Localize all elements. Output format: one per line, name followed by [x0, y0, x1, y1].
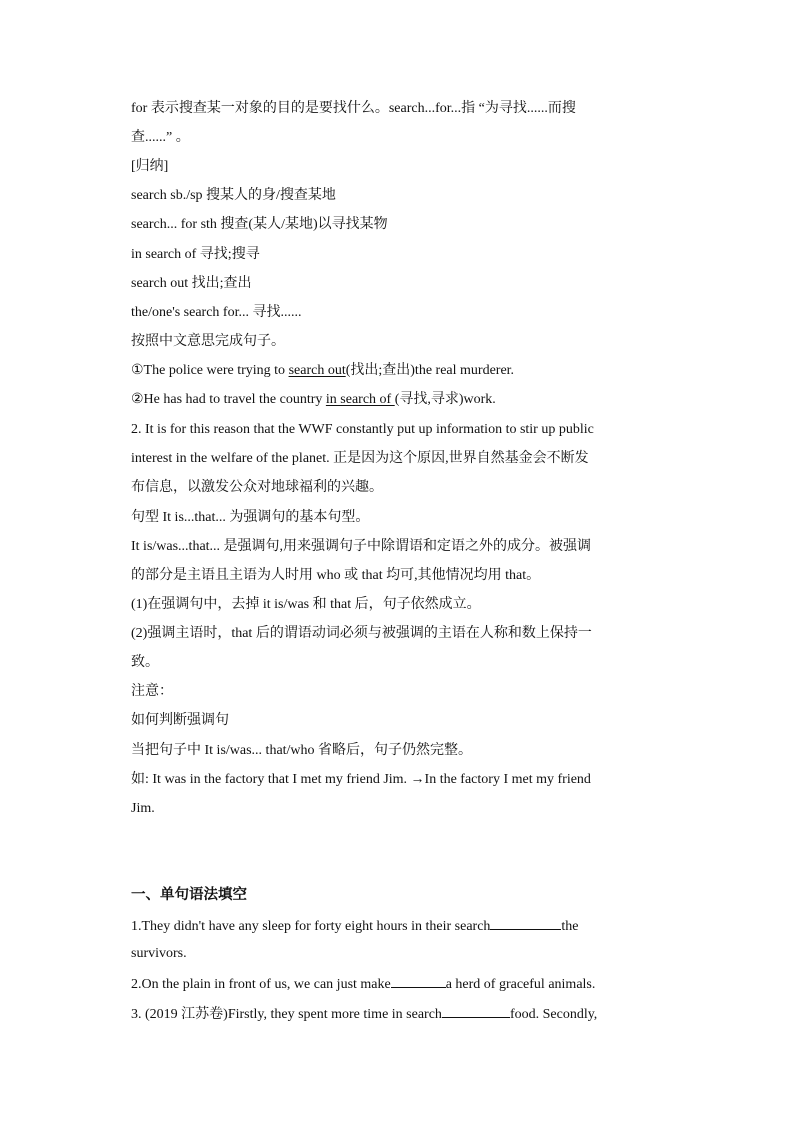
- sentence-text: (寻找,寻求)work.: [394, 392, 496, 407]
- answer-blank[interactable]: [391, 973, 446, 988]
- text-line: 致。: [131, 655, 159, 670]
- text-line: 2. It is for this reason that the WWF constantly put up information to stir up public: [131, 422, 594, 437]
- sentence-text: (找出;查出)the real murderer.: [345, 363, 515, 378]
- answer-blank[interactable]: [490, 915, 561, 930]
- text-line: search sb./sp 搜某人的身/搜查某地: [131, 188, 336, 203]
- text-line: 查......” 。: [131, 130, 190, 145]
- text-line: the/one's search for... 寻找......: [131, 305, 302, 320]
- text-line: Jim.: [131, 801, 155, 816]
- answer-text: search out: [288, 363, 346, 378]
- text-line: 如何判断强调句: [131, 713, 229, 728]
- text-line: search... for sth 搜查(某人/某地)以寻找某物: [131, 217, 388, 232]
- text-line: 布信息，以激发公众对地球福利的兴趣。: [131, 480, 383, 495]
- question-1: [131, 915, 579, 937]
- question-text: a herd of graceful animals.: [445, 977, 596, 992]
- section-label: [归纳]: [131, 159, 169, 174]
- question-text: 3. (2019 江苏卷)Firstly, they spent more time in search: [131, 1007, 442, 1022]
- text-line: 句型 It is...that... 为强调句的基本句型。: [131, 510, 370, 525]
- text-line: in search of 寻找;搜寻: [131, 247, 260, 262]
- text-line: (1)在强调句中，去掉 it is/was 和 that 后，句子依然成立。: [131, 597, 481, 612]
- sentence-text: ①The police were trying to: [131, 363, 289, 378]
- answer-blank[interactable]: [442, 1003, 510, 1018]
- answer-text: in search of: [325, 392, 395, 407]
- note-label: 注意：: [131, 684, 173, 699]
- example-sentence-1: [131, 361, 514, 381]
- text-line: (2)强调主语时，that 后的谓语动词必须与被强调的主语在人称和数上保持一: [131, 626, 592, 641]
- exercise-heading: 一、单句语法填空: [131, 887, 247, 903]
- sentence-text: ②He has had to travel the country: [131, 392, 326, 407]
- instruction-text: 按照中文意思完成句子。: [131, 334, 285, 349]
- text-line: 的部分是主语且主语为人时用 who 或 that 均可,其他情况均用 that。: [131, 568, 541, 583]
- question-text: 1.They didn't have any sleep for forty eight hours in their search: [131, 919, 491, 934]
- question-text: 2.On the plain in front of us, we can just make: [131, 977, 391, 992]
- question-1-cont: survivors.: [131, 946, 187, 961]
- text-line: 当把句子中 It is/was... that/who 省略后，句子仍然完整。: [131, 743, 473, 758]
- example-sentence-2: [131, 390, 496, 410]
- question-3: [131, 1003, 597, 1025]
- question-text: food. Secondly,: [509, 1007, 598, 1022]
- question-2: [131, 973, 595, 995]
- text-line: for 表示搜查某一对象的目的是要找什么。search...for...指 “为寻找......而搜: [131, 101, 576, 116]
- text-line: It is/was...that... 是强调句,用来强调句子中除谓语和定语之外的成分。被强调: [131, 539, 592, 554]
- text-line: interest in the welfare of the planet. 正是因为这个原因,世界自然基金会不断发: [131, 451, 589, 466]
- text-line: search out 找出;查出: [131, 276, 252, 291]
- question-text: the: [561, 919, 579, 934]
- text-line: 如: It was in the factory that I met my friend Jim. →In the factory I met my friend: [131, 772, 591, 787]
